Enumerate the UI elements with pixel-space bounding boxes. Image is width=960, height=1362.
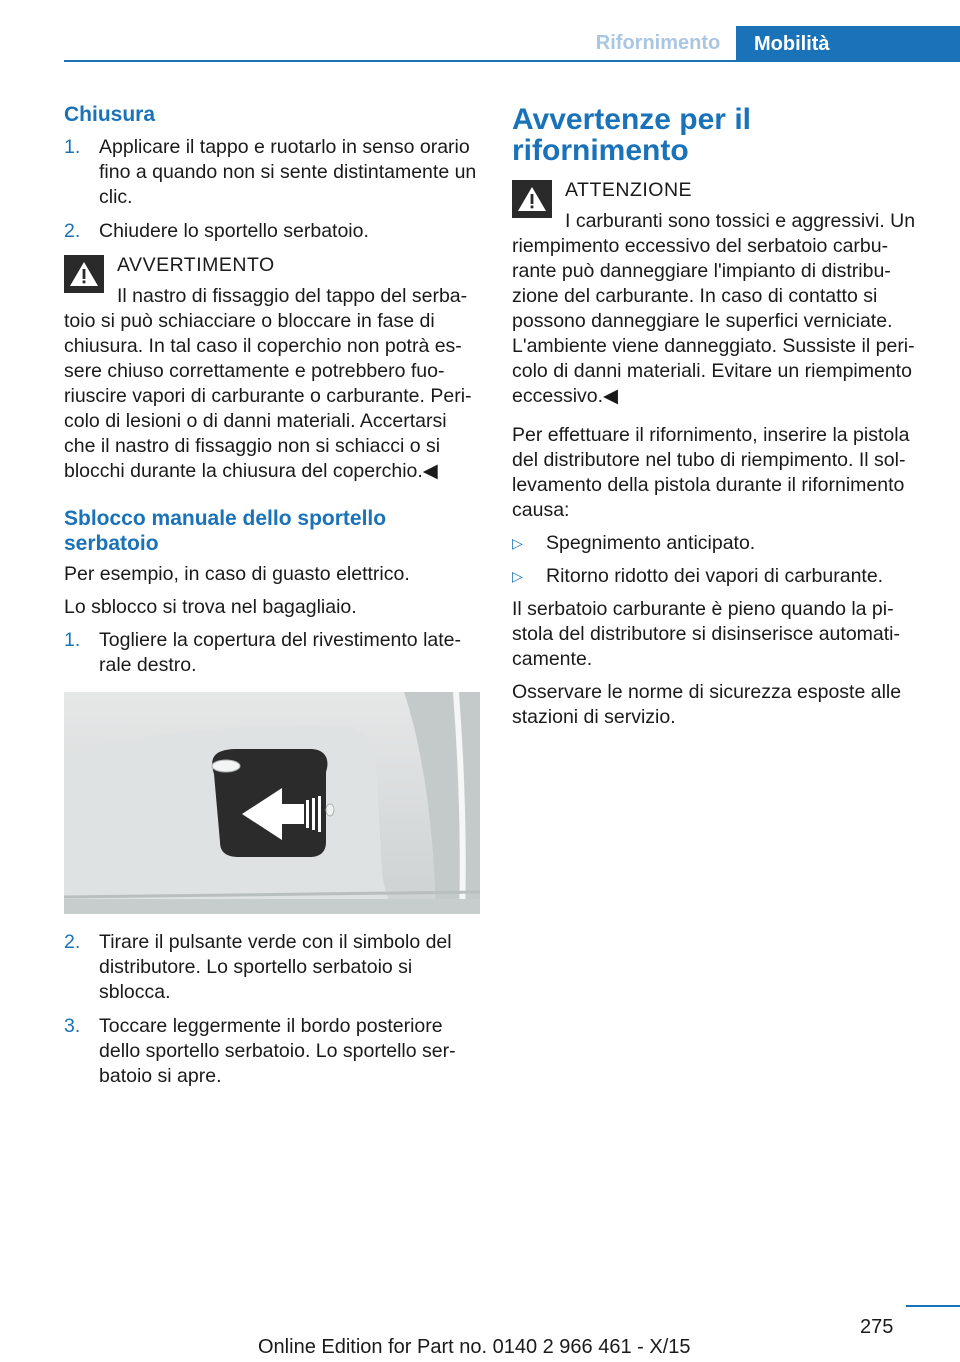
heading-manual-release: Sblocco manuale dello sportello serbatoio	[64, 507, 387, 555]
triangle-bullet-icon: ▷	[512, 535, 523, 551]
warning-text-first-line: Il nastro di fissaggio del tappo del serba-	[117, 285, 468, 307]
step-text: Tirare il pulsante verde con il simbolo del distributore. Lo sportello serbatoio si sblocca.	[99, 931, 452, 1003]
heading-refuel-notes: Avvertenze per il rifornimento	[512, 103, 751, 167]
caution-title: ATTENZIONE	[565, 179, 693, 201]
heading-closure: Chiusura	[64, 103, 156, 126]
closure-step	[64, 135, 482, 210]
step-number: 1.	[64, 629, 81, 651]
caution-text: riempimento eccessivo del serbatoio carbu-rante può danneggiare l'impianto di distribu-zione del carburante. In caso di contatto si possono danneggiare le superfici verniciate. L'ambiente viene danneggiato. Sussiste il peri-colo di danni materiali. Evitare un riempimento eccessivo.◀	[512, 235, 915, 407]
step-number: 2.	[64, 931, 81, 953]
trunk-release-photo	[64, 692, 480, 914]
step-number: 1.	[64, 136, 81, 158]
step-number: 2.	[64, 220, 81, 242]
page-number: 275	[860, 1316, 894, 1338]
triangle-bullet-icon: ▷	[512, 568, 523, 584]
step-number: 3.	[64, 1015, 81, 1037]
left-column	[64, 100, 482, 1098]
caution-box	[512, 178, 926, 409]
manual-step	[64, 1014, 482, 1089]
list-item-text: Ritorno ridotto dei vapori di carburante.	[546, 565, 884, 587]
edition-note: Online Edition for Part no. 0140 2 966 461 - X/15	[258, 1336, 691, 1358]
warning-box	[64, 253, 482, 484]
paragraph-refuel: Per effettuare il rifornimento, inserire la pistola del distributore nel tubo di riempimento. Il sol-levamento della pistola durante il rifornimento causa:	[512, 424, 910, 521]
list-item	[512, 531, 926, 556]
warning-title: AVVERTIMENTO	[117, 254, 275, 276]
warning-triangle-icon	[512, 180, 552, 218]
footer-rule	[906, 1305, 960, 1307]
list-item	[512, 564, 926, 589]
header-tab-section: Rifornimento	[595, 31, 721, 54]
paragraph-location: Lo sblocco si trova nel bagagliaio.	[64, 596, 357, 618]
header-rule	[64, 60, 960, 62]
caution-text-first-line: I carburanti sono tossici e aggressivi. Un	[565, 210, 916, 232]
step-text: Toccare leggermente il bordo posteriore dello sportello serbatoio. Lo sportello ser-batoio si apre.	[99, 1015, 456, 1087]
warning-text: toio si può schiacciare o bloccare in fase di chiusura. In tal caso il coperchio non potrà es-sere chiuso correttamente e potrebbero fuo-riuscire vapori di carburante o carburante. Peri-colo di lesioni o di danni materiali. Accertarsi che il nastro di fissaggio non si schiacci o si blocchi durante la chiusura del coperchio.◀	[64, 310, 472, 482]
paragraph-safety: Osservare le norme di sicurezza esposte alle stazioni di servizio.	[512, 681, 902, 728]
right-column	[512, 100, 926, 738]
step-text: Chiudere lo sportello serbatoio.	[99, 220, 369, 242]
manual-step	[64, 930, 482, 1005]
manual-step	[64, 628, 482, 678]
list-item-text: Spegnimento anticipato.	[546, 532, 756, 554]
paragraph-tank-full: Il serbatoio carburante è pieno quando la pi-stola del distributore si disinserisce automati-camente.	[512, 598, 901, 670]
paragraph-example: Per esempio, in caso di guasto elettrico.	[64, 563, 410, 585]
step-text: Applicare il tappo e ruotarlo in senso orario fino a quando non si sente distintamente un clic.	[99, 136, 477, 208]
header-tab-chapter: Mobilità	[736, 26, 960, 62]
step-text: Togliere la copertura del rivestimento late-rale destro.	[99, 629, 462, 676]
closure-step	[64, 219, 482, 244]
warning-triangle-icon	[64, 255, 104, 293]
